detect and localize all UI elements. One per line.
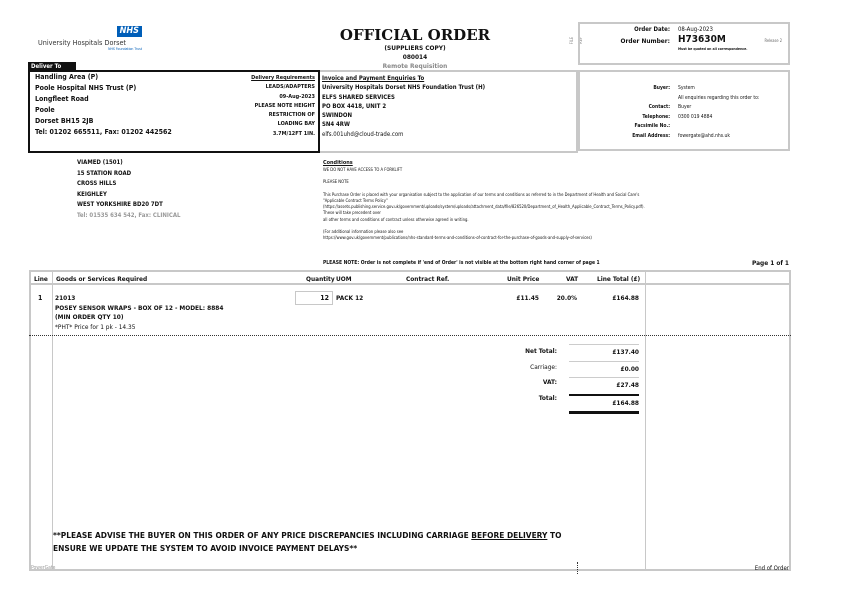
- supplier-line: 15 STATION ROAD: [77, 169, 132, 177]
- invoice-line: ELFS SHARED SERVICES: [322, 93, 395, 101]
- order-date-label: Order Date:: [634, 26, 670, 33]
- header-vat: VAT: [566, 275, 579, 283]
- conditions-title: Conditions: [323, 160, 353, 166]
- address-line: Dorset BH15 2JB: [35, 117, 94, 125]
- advice-text: **PLEASE ADVISE THE BUYER ON THIS ORDER OF ANY PRICE DISCREPANCIES INCLUDING CARRIAGE: [53, 530, 472, 540]
- advice-text-end: TO: [547, 530, 562, 540]
- product-price-note: *PHT* Price for 1 pk - 14.35: [55, 322, 136, 331]
- grand-total: £164.88: [569, 396, 639, 415]
- address-line: Handling Area (P): [35, 73, 99, 81]
- buyer-values: [678, 84, 759, 141]
- delivery-requirements: [251, 74, 315, 139]
- contact-name: Buyer: [678, 104, 692, 110]
- copy-type: (SUPPLIERS COPY): [384, 44, 446, 52]
- page-number: Page 1 of 1: [751, 259, 789, 267]
- nhs-badge: NHS: [117, 26, 142, 37]
- total-label: Total:: [538, 393, 557, 402]
- vat-label: VAT:: [542, 378, 557, 386]
- delivery-req-line: LEADS/ADAPTERS: [265, 84, 315, 91]
- row-description: [55, 294, 223, 332]
- title-block: [300, 26, 530, 71]
- delivery-req-line: PLEASE NOTE HEIGHT: [254, 102, 315, 109]
- fax-label: Facsimile No.:: [634, 123, 670, 129]
- invoice-line: University Hospitals Dorset NHS Foundation Trust (H): [322, 84, 486, 92]
- nhs-logo: [38, 26, 142, 52]
- invoice-title: Invoice and Payment Enquiries To: [322, 75, 425, 82]
- condition-line: PLEASE NOTE: [323, 179, 349, 185]
- condition-line: WE DO NOT HAVE ACCESS TO A FORKLIFT: [323, 167, 403, 172]
- row-vat: 20.0%: [556, 294, 577, 302]
- totals-values: [569, 344, 639, 414]
- order-lines-table: [29, 270, 791, 571]
- enquiries-text: All enquiries regarding this order to:: [678, 94, 760, 101]
- invoice-line: SN4 4RW: [322, 121, 350, 129]
- order-info-box: [578, 22, 790, 65]
- condition-line: (https://assets.publishing.service.gov.uk/government/uploads/system/uploads/attachment_data/file/826520/Department_of_Health_Applicable_Contract_Terms_Policy.pdf).: [323, 204, 645, 210]
- org-name: University Hospitals Dorset: [38, 38, 126, 47]
- footer-divider: [577, 562, 578, 574]
- header-goods: Goods or Services Required: [56, 275, 148, 283]
- address-line: Tel: 01202 665511, Fax: 01202 442562: [35, 128, 172, 136]
- column-divider: [52, 272, 53, 569]
- net-total: £137.40: [569, 344, 639, 362]
- order-code: 080014: [402, 53, 428, 61]
- delivery-req-line: 3.7M/12FT 1IN.: [272, 130, 315, 137]
- completeness-notice: PLEASE NOTE: Order is not complete if 'end of Order' is not visible at the bottom right hand corner of page 1: [323, 260, 600, 266]
- price-advice: [53, 529, 561, 555]
- net-total-label: Net Total:: [525, 347, 557, 355]
- side-label-ref: REF: [577, 37, 583, 44]
- invoice-line: SWINDON: [322, 112, 352, 120]
- condition-line: This Purchase Order is placed with your organisation subject to the application of our terms and conditions as referred to in the Department of Health and Social Care's: [323, 191, 640, 197]
- advice-line-2: ENSURE WE UPDATE THE SYSTEM TO AVOID INVOICE PAYMENT DELAYS**: [53, 543, 358, 553]
- table-header: [31, 272, 789, 285]
- deliver-address: [35, 72, 172, 138]
- order-number: H73630M: [678, 34, 726, 45]
- condition-line: (For additional information please also see: [323, 229, 404, 235]
- header-line-total: Line Total (£): [597, 275, 641, 283]
- org-sub: NHS Foundation Trust: [108, 47, 142, 51]
- email-label: Email Address:: [632, 132, 670, 139]
- condition-line: These will take precedent over: [323, 210, 381, 216]
- row-uom: PACK 12: [336, 294, 364, 302]
- email: fowergate@ahd.nhs.uk: [678, 132, 731, 139]
- deliver-to-tab: Deliver To: [28, 62, 76, 71]
- release-label: Release 2: [764, 38, 782, 43]
- quantity-field: 12: [295, 291, 333, 305]
- row-line-number: 1: [38, 294, 43, 302]
- address-line: Longfleet Road: [35, 95, 89, 103]
- delivery-req-line: LOADING BAY: [277, 121, 315, 128]
- requisition-type: Remote Requisition: [382, 62, 448, 70]
- supplier-line: VIAMED (1501): [77, 159, 123, 166]
- supplier-address: [77, 158, 180, 222]
- supplier-tel: Tel: 01535 634 542, Fax: CLINICAL: [77, 211, 181, 219]
- buyer-labels: [632, 84, 670, 141]
- header-line: Line: [34, 275, 48, 283]
- delivery-req-title: Delivery Requirements: [251, 75, 315, 81]
- supplier-line: KEIGHLEY: [77, 190, 107, 198]
- carriage-label: Carriage:: [530, 362, 557, 371]
- vat-total: £27.48: [569, 378, 639, 396]
- delivery-req-line: 09-Aug-2023: [279, 93, 315, 100]
- header-uom: UOM: [336, 275, 352, 283]
- order-number-label: Order Number:: [620, 37, 670, 45]
- column-divider: [645, 272, 646, 569]
- product-code: 21013: [55, 294, 76, 302]
- page-title: OFFICIAL ORDER: [339, 26, 491, 44]
- invoice-box: [320, 70, 578, 153]
- header-unit-price: Unit Price: [507, 275, 540, 283]
- side-label-file: FILE: [569, 36, 575, 45]
- row-line-total: £164.88: [612, 294, 639, 302]
- delivery-req-line: RESTRICTION OF: [268, 112, 315, 119]
- invoice-line: PO BOX 4418, UNIT 2: [322, 102, 387, 110]
- supplier-line: CROSS HILLS: [77, 180, 117, 188]
- invoice-details: [322, 74, 485, 139]
- carriage: £0.00: [569, 362, 639, 379]
- contact-label: Contact:: [648, 104, 670, 110]
- condition-line: https://www.gov.uk/government/publications/nhs-standard-terms-and-conditions-of-contract-for-the-purchase-of-goods-and-supply-of-services): [323, 235, 592, 241]
- supplier-line: WEST YORKSHIRE BD20 7DT: [77, 201, 163, 209]
- telephone-label: Telephone:: [642, 113, 670, 120]
- order-date: 08-Aug-2023: [678, 26, 713, 33]
- invoice-email: elfs.001uhd@cloud-trade.com: [322, 130, 404, 138]
- totals-labels: [525, 344, 557, 406]
- product-description: POSEY SENSOR WRAPS - BOX OF 12 - MODEL: 8884: [55, 303, 224, 312]
- header-quantity: Quantity: [306, 275, 335, 283]
- order-number-note: Must be quoted on all correspondence.: [678, 47, 748, 51]
- deliver-to-box: [28, 70, 320, 153]
- row-separator: [29, 335, 791, 336]
- address-line: Poole: [35, 106, 55, 114]
- advice-emphasis: BEFORE DELIVERY: [471, 530, 548, 540]
- buyer-name: System: [678, 85, 695, 91]
- buyer-label: Buyer:: [653, 85, 670, 91]
- end-of-order: End of Order: [754, 565, 789, 572]
- product-min-order: (MIN ORDER QTY 10): [55, 313, 124, 321]
- header-contract-ref: Contract Ref.: [406, 275, 450, 283]
- buyer-box: [578, 70, 790, 151]
- address-line: Poole Hospital NHS Trust (P): [35, 84, 137, 92]
- condition-line: "Applicable Contract Terms Policy": [323, 198, 388, 204]
- telephone: 0300 019 4884: [678, 113, 713, 120]
- conditions: [323, 159, 645, 241]
- footer-powergate: PowerGate: [31, 565, 56, 571]
- row-unit-price: £11.45: [516, 294, 539, 302]
- condition-line: all other terms and conditions of contract unless otherwise agreed in writing.: [323, 216, 469, 222]
